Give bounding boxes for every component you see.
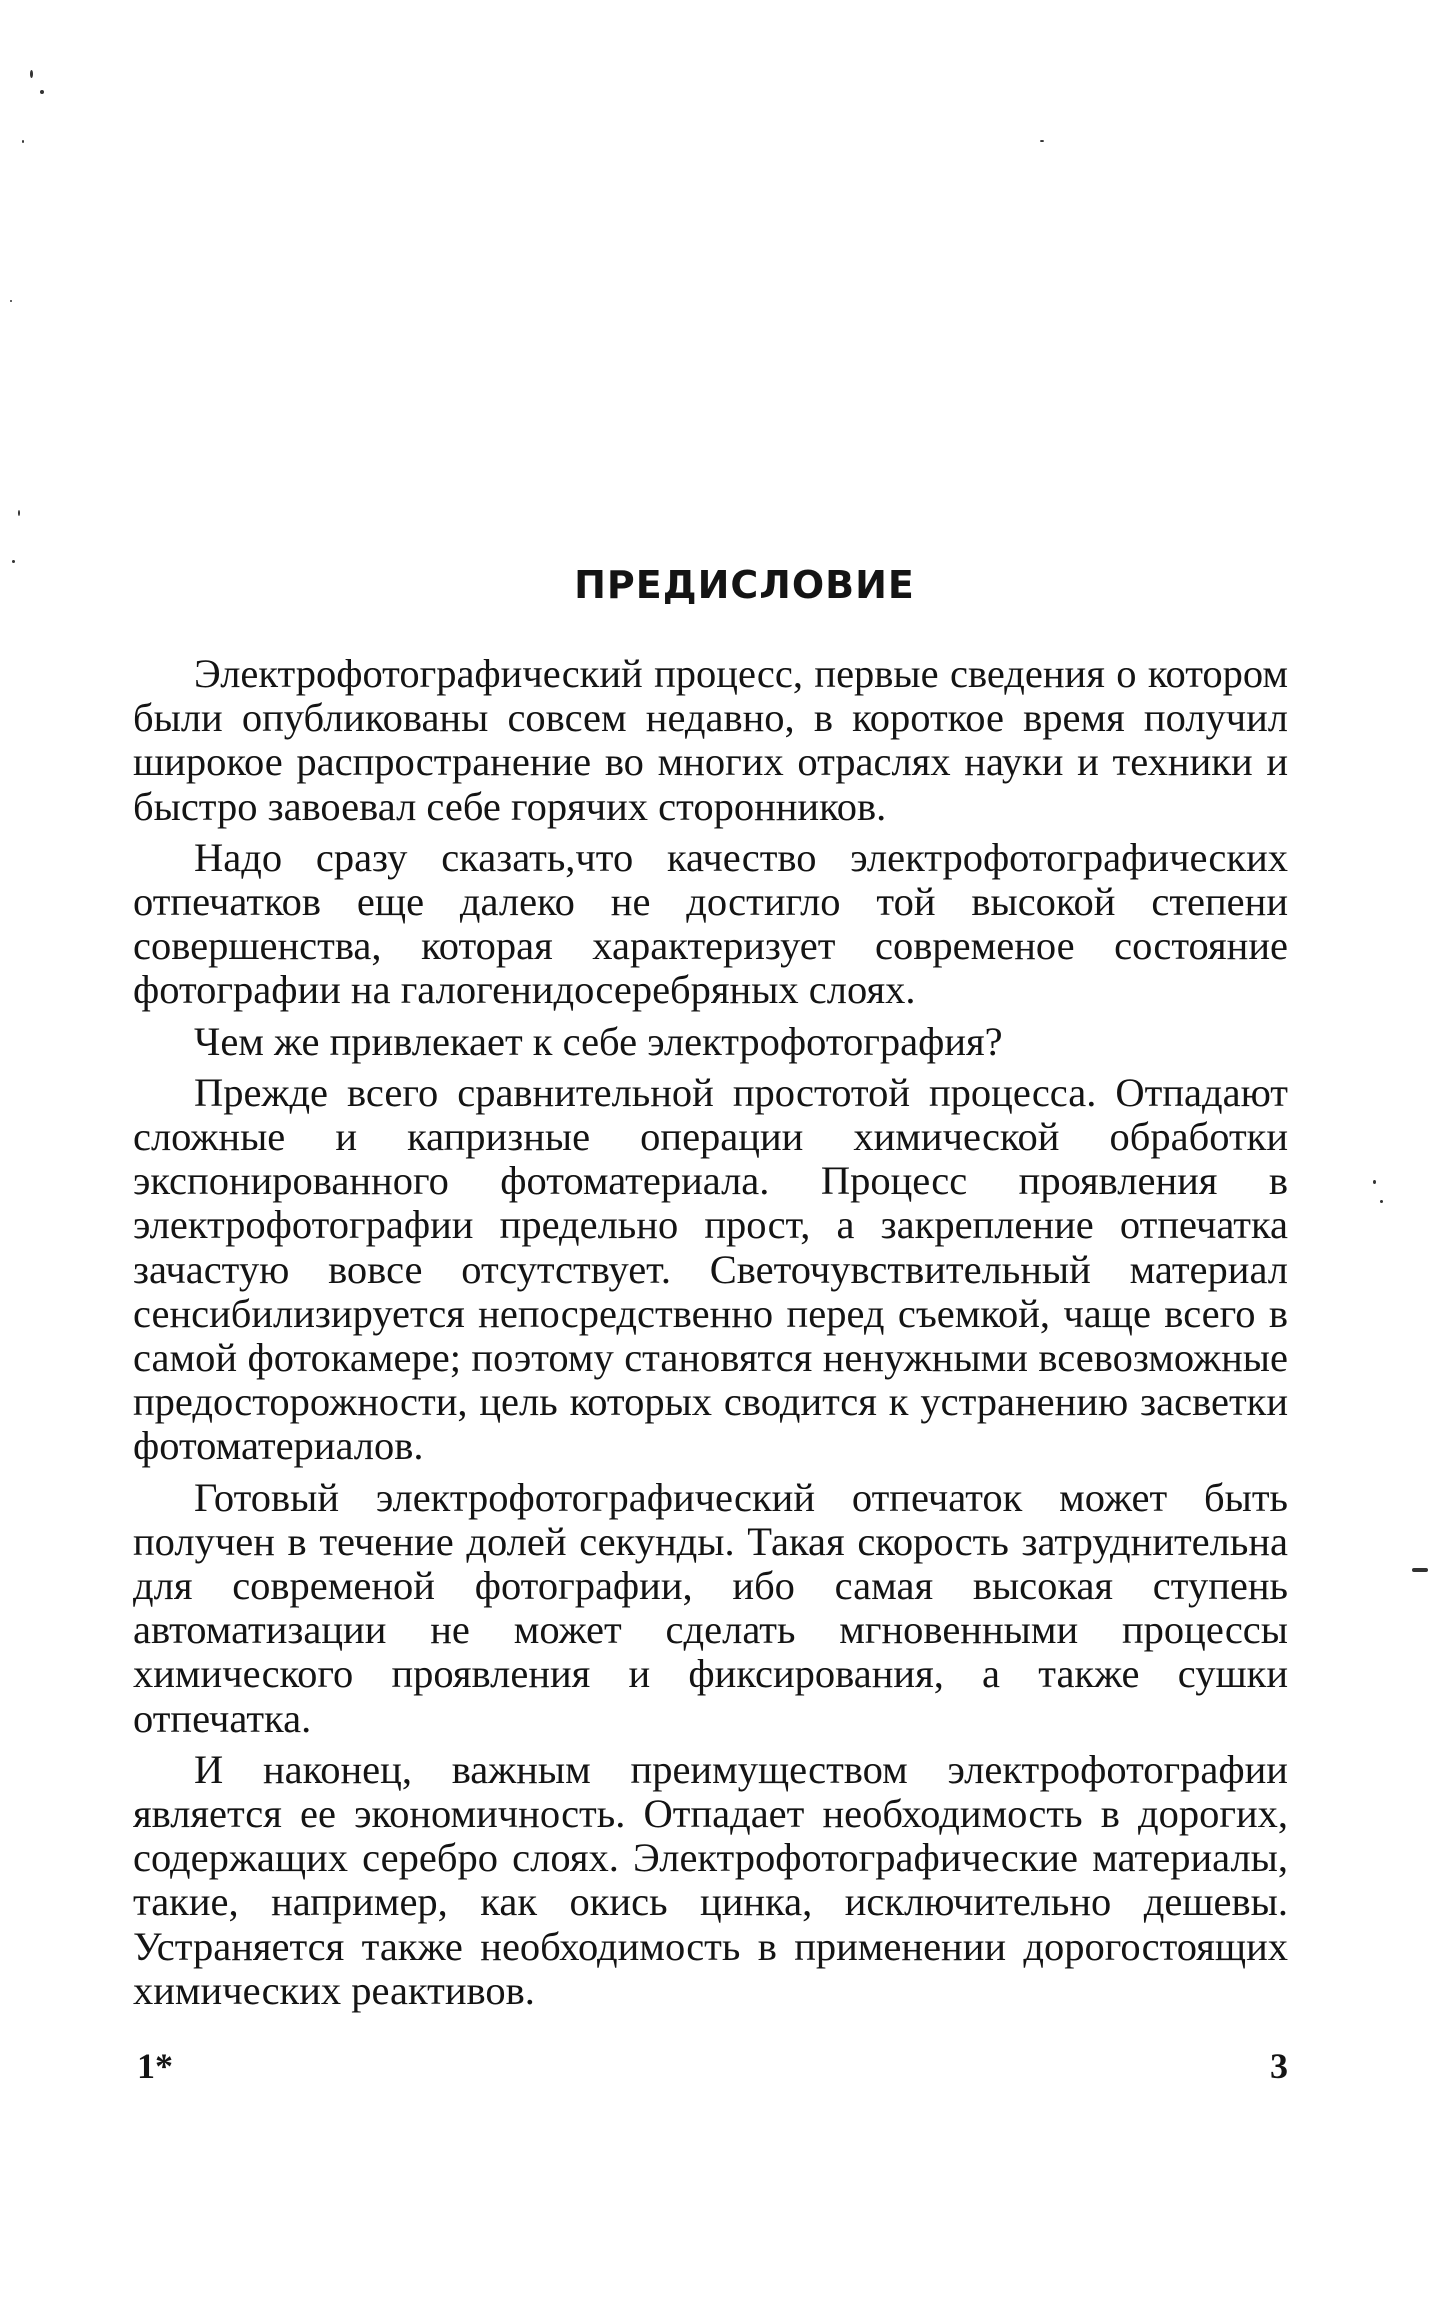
scan-speck [30, 70, 33, 78]
scan-speck [22, 140, 24, 143]
preface-body [133, 652, 1288, 2013]
scan-speck [1373, 1180, 1376, 1184]
paragraph: И наконец, важным преимуществом электрофотографии является ее экономичность. Отпадает необходимость в дорогих, содержащих серебро слоях. Электрофотографические материалы, такие, например, как окись цинка, исключительно дешевы. Устраняется также необходимость в применении дорогостоящих химических реактивов. [133, 1746, 1288, 2013]
preface-heading: ПРЕДИСЛОВИЕ [574, 563, 915, 607]
scan-speck [18, 510, 20, 516]
paragraph: Электрофотографический процесс, первые сведения о котором были опубликованы совсем недавно, в короткое время получил широкое распространение во многих отраслях науки и техники и быстро завоевал себе горячих сторонников. [133, 651, 1288, 829]
signature-mark: 1* [137, 2046, 173, 2086]
paragraph: Прежде всего сравнительной простотой процесса. Отпадают сложные и капризные операции химической обработки экспонированного фотоматериала. Процесс проявления в электрофотографии предельно прост, а закрепление отпечатка зачастую вовсе отсутствует. Светочувствительный материал сенсибилизируется непосредственно перед съемкой, чаще всего в самой фотокамере; поэтому становятся ненужными всевозможные предосторожности, цель которых сводится к устранению засветки фотоматериалов. [133, 1069, 1288, 1469]
paragraph: Готовый электрофотографический отпечаток может быть получен в течение долей секунды. Такая скорость затруднительна для современой фотографии, ибо самая высокая ступень автоматизации не может сделать мгновенными процессы химического проявления и фиксирования, а также сушки отпечатка. [133, 1474, 1288, 1741]
scan-speck [1412, 1568, 1428, 1572]
scan-speck [40, 90, 44, 94]
paragraph: Надо сразу сказать,что качество электрофотографических отпечатков еще далеко не достигло той высокой степени совершенства, которая характеризует современое состояние фотографии на галогенидосеребряных слоях. [133, 834, 1288, 1013]
paragraph: Чем же привлекает к себе электрофотография? [194, 1018, 1003, 1064]
scan-speck [1380, 1200, 1383, 1203]
scan-speck [10, 300, 12, 302]
scan-speck [1040, 140, 1044, 142]
page-number: 3 [1270, 2046, 1288, 2086]
